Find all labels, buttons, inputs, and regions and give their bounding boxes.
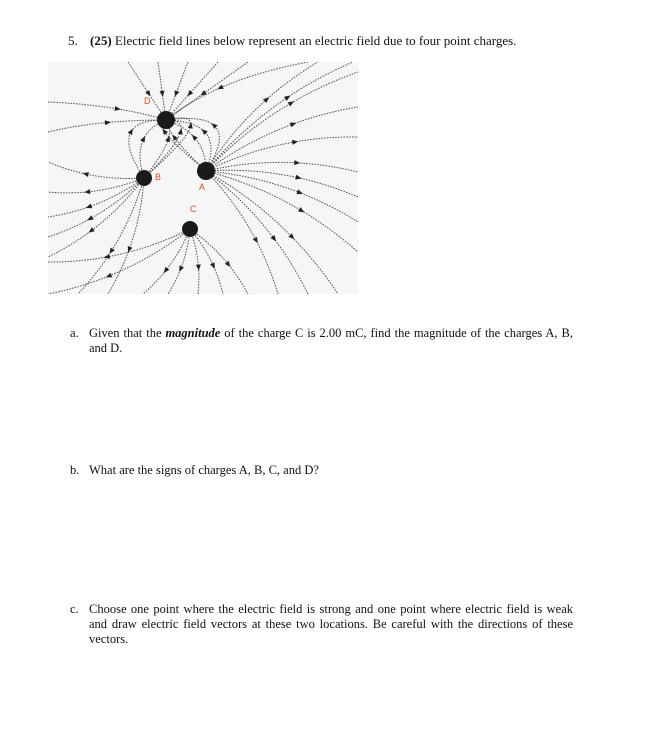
field-arrow xyxy=(105,273,112,280)
electric-field-figure xyxy=(48,62,358,294)
field-arrow xyxy=(210,262,217,270)
field-arrow xyxy=(86,215,94,222)
charges xyxy=(82,84,306,279)
field-line xyxy=(48,178,144,217)
charge-label-c: C xyxy=(190,204,197,214)
part-a-text-pre: Given that the xyxy=(89,326,166,340)
field-arrow xyxy=(84,189,90,195)
field-arrow xyxy=(210,121,218,129)
field-arrow xyxy=(172,90,179,97)
field-line xyxy=(166,62,218,120)
question-text: Electric field lines below represent an electric field due to four point charges. xyxy=(111,33,517,48)
field-arrow xyxy=(196,264,201,270)
charge-a xyxy=(197,162,215,180)
field-arrow xyxy=(162,267,170,275)
part-c-label: c. xyxy=(70,602,79,616)
field-arrow xyxy=(105,120,111,126)
field-arrow xyxy=(284,93,292,100)
charge-d xyxy=(157,111,175,129)
part-a-text xyxy=(89,326,573,356)
field-arrow xyxy=(107,248,114,256)
field-arrow xyxy=(296,189,303,196)
field-line xyxy=(166,62,308,120)
field-arrow xyxy=(199,90,207,98)
field-line xyxy=(190,229,223,294)
field-arrow xyxy=(177,266,184,273)
part-b-text: What are the signs of charges A, B, C, and D? xyxy=(89,463,319,477)
field-line xyxy=(48,178,144,237)
field-line xyxy=(48,162,144,179)
field-line xyxy=(206,171,278,294)
field-line xyxy=(166,118,219,171)
field-arrow xyxy=(298,207,306,214)
field-arrow xyxy=(140,135,147,143)
field-arrow xyxy=(85,204,92,211)
field-line xyxy=(48,178,144,193)
field-arrow xyxy=(288,99,296,106)
field-arrow xyxy=(216,84,224,91)
charge-c xyxy=(182,221,198,237)
field-arrow xyxy=(186,90,194,98)
field-arrow xyxy=(294,160,300,165)
part-b-label: b. xyxy=(70,463,80,477)
field-line xyxy=(206,137,358,171)
field-line xyxy=(168,229,190,294)
field-arrow xyxy=(290,120,297,127)
part-a-emphasis: magnitude xyxy=(165,326,221,340)
field-line xyxy=(166,120,206,171)
question-number: 5. xyxy=(68,33,78,48)
charge-label-a: A xyxy=(199,182,206,192)
field-arrow xyxy=(295,175,302,181)
field-line xyxy=(206,171,358,222)
charge-label-d: D xyxy=(144,96,151,106)
field-line xyxy=(129,120,166,178)
question-heading xyxy=(68,33,516,49)
part-a-text-post: of the charge C is 2.00 mC, find the magnitude of the charges A, B, and D. xyxy=(89,326,573,355)
charge-b xyxy=(136,170,152,186)
field-line xyxy=(206,62,353,171)
field-line xyxy=(143,229,190,294)
field-line xyxy=(128,62,166,120)
field-arrow xyxy=(114,106,121,112)
field-line-diagram xyxy=(48,62,358,294)
part-a-label: a. xyxy=(70,326,79,340)
charge-label-b: B xyxy=(155,172,162,182)
field-line xyxy=(166,62,248,120)
question-points: (25) xyxy=(90,33,112,48)
part-c-text: Choose one point where the electric field is strong and one point where electric field is weak and draw electric field vectors at these two locations. Be careful with the directions of these vectors. xyxy=(89,602,573,646)
field-line xyxy=(206,171,358,252)
field-arrow xyxy=(253,237,260,245)
field-line xyxy=(206,72,358,171)
field-arrow xyxy=(82,171,89,177)
field-line xyxy=(206,171,308,294)
